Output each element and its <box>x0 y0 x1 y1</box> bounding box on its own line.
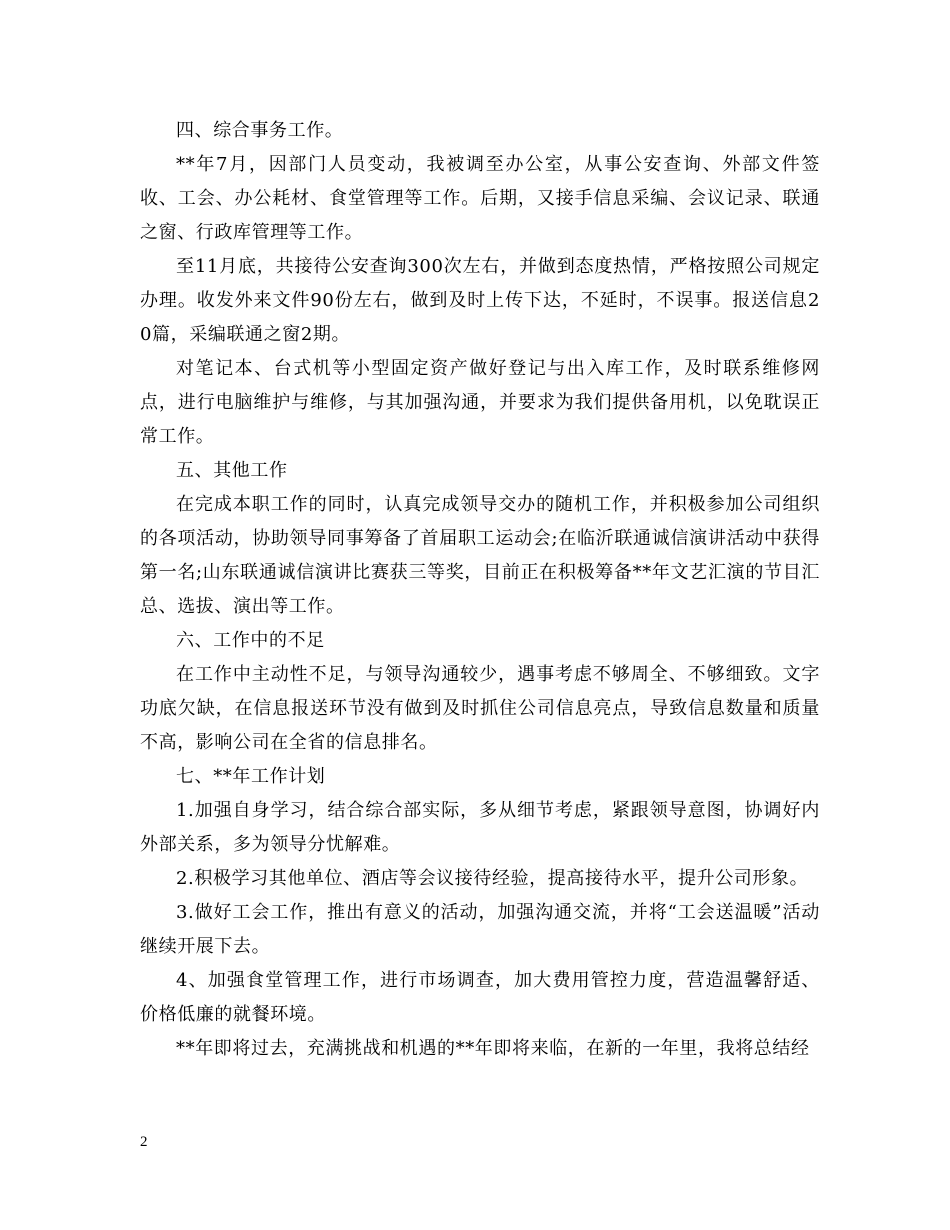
paragraph: 至11月底，共接待公安查询300次左右，并做到态度热情，严格按照公司规定办理。收发外来文件90份左右，做到及时上传下达，不延时，不误事。报送信息20篇，采编联通之窗2期。 <box>140 256 820 345</box>
paragraph: **年7月，因部门人员变动，我被调至办公室，从事公安查询、外部文件签收、工会、办公耗材、食堂管理等工作。后期，又接手信息采编、会议记录、联通之窗、行政库管理等工作。 <box>140 154 820 243</box>
plan-item-3: 3.做好工会工作，推出有意义的活动，加强沟通交流，并将“工会送温暖”活动继续开展下去。 <box>140 902 820 957</box>
paragraph: 在工作中主动性不足，与领导沟通较少，遇事考虑不够周全、不够细致。文字功底欠缺，在信息报送环节没有做到及时抓住公司信息亮点，导致信息数量和质量不高，影响公司在全省的信息排名。 <box>140 664 820 753</box>
document-body <box>140 114 820 1066</box>
section-heading-5: 五、其他工作 <box>176 460 288 481</box>
paragraph: 在完成本职工作的同时，认真完成领导交办的随机工作，并积极参加公司组织的各项活动，协助领导同事筹备了首届职工运动会;在临沂联通诚信演讲活动中获得第一名;山东联通诚信演讲比赛获三等奖，目前正在积极筹备**年文艺汇演的节目汇总、选拔、演出等工作。 <box>140 494 820 617</box>
closing-paragraph: **年即将过去，充满挑战和机遇的**年即将来临，在新的一年里，我将总结经 <box>176 1038 810 1059</box>
section-heading-7: 七、**年工作计划 <box>176 766 326 787</box>
page-number: 2 <box>140 1134 148 1150</box>
section-heading-6: 六、工作中的不足 <box>176 630 325 651</box>
plan-item-4: 4、加强食堂管理工作，进行市场调查，加大费用管控力度，营造温馨舒适、价格低廉的就餐环境。 <box>140 970 820 1025</box>
plan-item-1: 1.加强自身学习，结合综合部实际，多从细节考虑，紧跟领导意图，协调好内外部关系，多为领导分忧解难。 <box>140 800 820 855</box>
plan-item-2: 2.积极学习其他单位、酒店等会议接待经验，提高接待水平，提升公司形象。 <box>176 868 809 889</box>
section-heading-4: 四、综合事务工作。 <box>176 120 344 141</box>
paragraph: 对笔记本、台式机等小型固定资产做好登记与出入库工作，及时联系维修网点，进行电脑维护与维修，与其加强沟通，并要求为我们提供备用机，以免耽误正常工作。 <box>140 358 820 447</box>
